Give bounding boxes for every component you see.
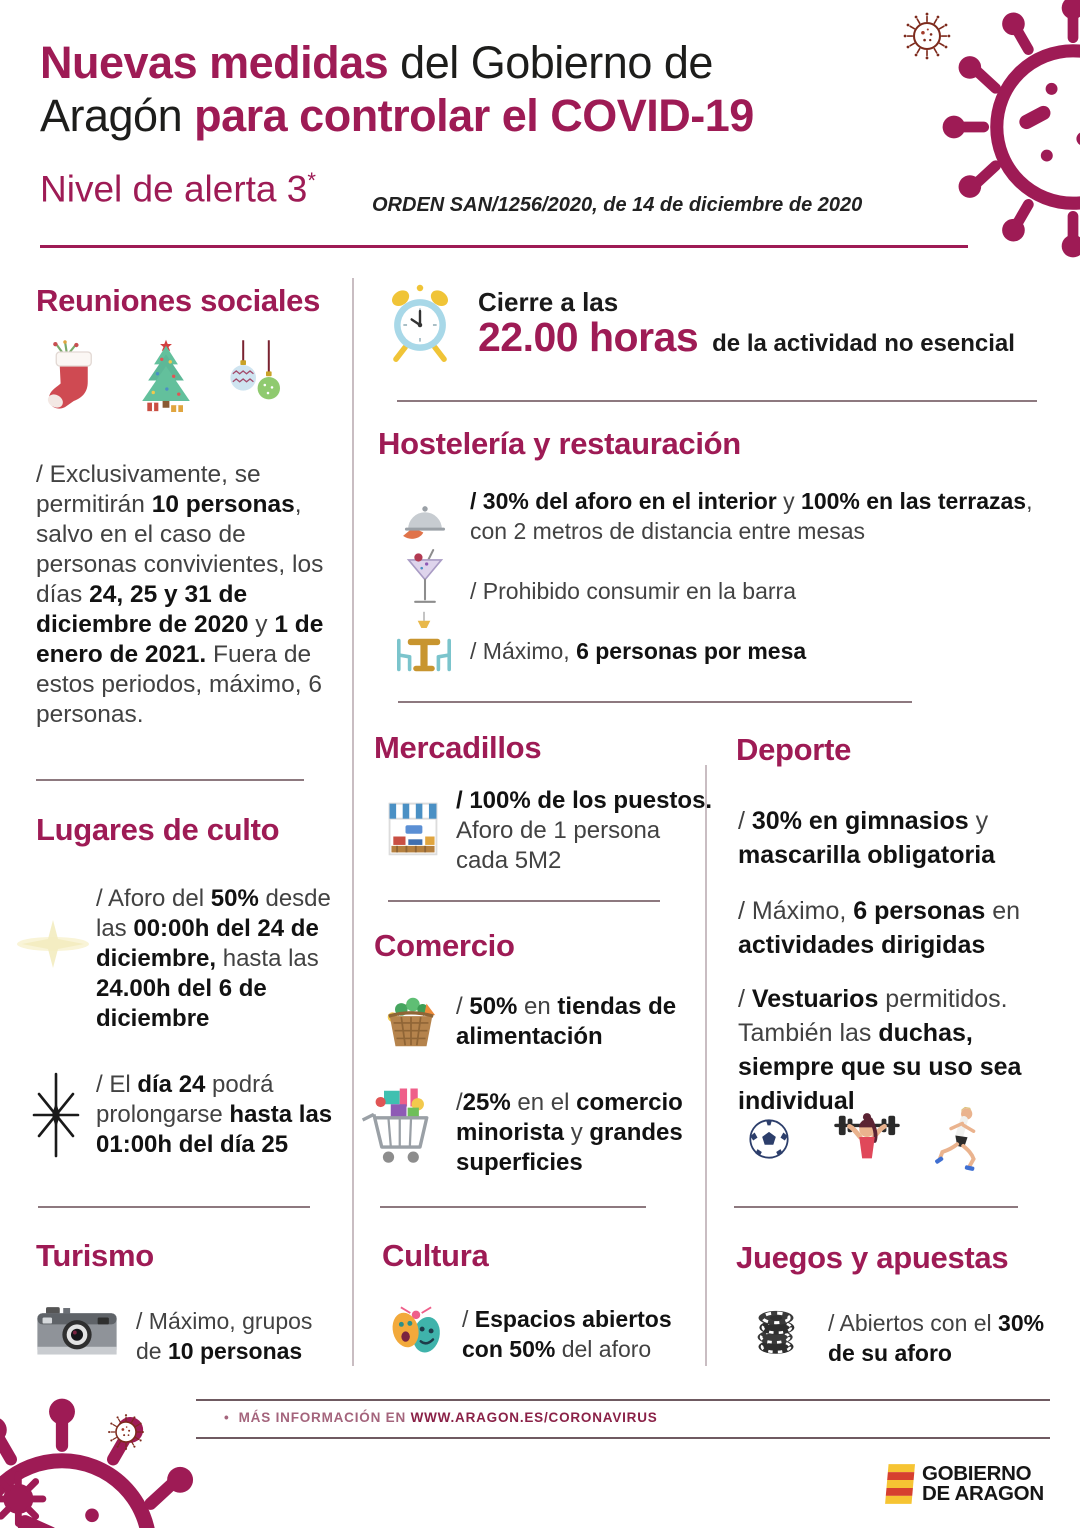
footer-info-url: WWW.ARAGON.ES/CORONAVIRUS — [410, 1410, 658, 1425]
hosteleria-item-3: / Máximo, 6 personas por mesa — [470, 638, 807, 664]
virus-large-icon — [942, 0, 1080, 258]
cloche-icon — [398, 490, 452, 548]
divider — [388, 900, 660, 902]
divider — [380, 1206, 646, 1208]
section-title-cultura: Cultura — [382, 1238, 489, 1273]
theater-masks-icon — [382, 1298, 450, 1362]
divider — [734, 1206, 1018, 1208]
cocktail-icon — [402, 546, 448, 610]
culto-item-1: / Aforo del 50% desde las 00:00h del 24 de diciembre, hasta las 24.00h del 6 de diciembre — [96, 885, 331, 1032]
gobierno-aragon-logo — [922, 1464, 1044, 1504]
title-rest-2: Aragón — [40, 90, 195, 141]
shopping-cart-icon — [356, 1084, 448, 1174]
mercadillos-item-1: / 100% de los puestos. Aforo de 1 persona cada 5M2 — [456, 787, 713, 874]
title-accent-1: Nuevas medidas — [40, 37, 389, 88]
section-title-deporte: Deporte — [736, 732, 852, 767]
juegos-item-1: / Abiertos con el 30% de su aforo — [828, 1310, 1045, 1366]
camera-icon — [32, 1302, 122, 1364]
closure-suffix: de la actividad no esencial — [712, 330, 1015, 357]
closure-time: 22.00 horas — [478, 314, 699, 360]
section-title-turismo: Turismo — [36, 1238, 154, 1273]
runner-icon — [932, 1104, 984, 1174]
section-title-comercio: Comercio — [374, 928, 515, 963]
column-separator-left — [352, 278, 354, 1366]
deporte-item-1: / 30% en gimnasios y mascarilla obligatoria — [738, 807, 996, 869]
alert-asterisk: * — [307, 168, 316, 193]
virus-small-icon — [901, 10, 953, 62]
section-title-reuniones: Reuniones sociales — [36, 283, 321, 318]
page-title — [40, 36, 880, 142]
reuniones-paragraph: / Exclusivamente, se permitirán 10 personas, salvo en el caso de personas convivientes, los días 24, 25 y 31 de diciembre de 2020 y 1 de enero de 2021. Fuera de estos periodos, máximo, 6 personas. — [36, 461, 324, 728]
footer-info — [224, 1410, 658, 1425]
aragon-flag-icon — [884, 1462, 918, 1506]
header-divider — [40, 245, 968, 248]
divider — [36, 779, 304, 781]
faint-star-icon — [14, 916, 92, 972]
soccer-ball-icon — [746, 1116, 792, 1162]
christmas-ornaments-icon — [224, 330, 288, 424]
comercio-item-2: /25% en el comercio minorista y grandes superficies — [456, 1089, 683, 1176]
section-title-culto: Lugares de culto — [36, 812, 280, 847]
hosteleria-item-1: / 30% del aforo en el interior y 100% en las terrazas, con 2 metros de distancia entre mesas — [470, 488, 1033, 544]
deporte-item-2: / Máximo, 6 personas en actividades dirigidas — [738, 897, 1021, 959]
footer-bullet: • — [224, 1410, 230, 1425]
alarm-clock-icon — [383, 281, 457, 369]
footer-info-prefix: MÁS INFORMACIÓN EN — [238, 1410, 411, 1425]
turismo-item-1: / Máximo, grupos de 10 personas — [136, 1308, 313, 1364]
virus-small-icon — [106, 1412, 146, 1452]
cultura-item-1: / Espacios abiertos con 50% del aforo — [462, 1306, 672, 1362]
comercio-item-1: / 50% en tiendas de alimentación — [456, 993, 677, 1050]
market-stall-icon — [383, 798, 443, 860]
divider — [38, 1206, 310, 1208]
closure-prefix: Cierre a las — [478, 287, 619, 317]
closure-line — [478, 314, 1015, 361]
title-accent-2: para controlar el COVID-19 — [194, 90, 754, 141]
alert-level: Nivel de alerta 3* — [40, 168, 316, 210]
logo-line-2: DE ARAGON — [922, 1482, 1044, 1505]
section-title-juegos: Juegos y apuestas — [736, 1240, 1009, 1275]
black-star-icon — [24, 1072, 88, 1158]
hosteleria-item-2: / Prohibido consumir en la barra — [470, 578, 796, 604]
table-chairs-icon — [388, 608, 460, 684]
deporte-item-3: / Vestuarios permitidos. También las duchas, siempre que su uso sea individual — [738, 985, 1022, 1115]
footer-divider-top — [196, 1399, 1050, 1401]
title-rest-1: del Gobierno de — [388, 37, 713, 88]
section-title-mercadillos: Mercadillos — [374, 730, 542, 765]
poker-chips-icon — [748, 1300, 804, 1362]
culto-item-2: / El día 24 podrá prolongarse hasta las 01:00h del día 25 — [96, 1071, 333, 1158]
christmas-stocking-icon — [44, 332, 100, 428]
food-basket-icon — [380, 990, 442, 1052]
weightlifter-icon — [828, 1106, 906, 1172]
logo-line-1: GOBIERNO — [922, 1462, 1032, 1485]
footer-divider-bottom — [196, 1437, 1050, 1439]
christmas-tree-icon — [132, 328, 200, 428]
section-title-hosteleria: Hostelería y restauración — [378, 426, 741, 461]
divider — [398, 701, 912, 703]
divider — [397, 400, 1037, 402]
order-reference: ORDEN SAN/1256/2020, de 14 de diciembre de 2020 — [372, 194, 863, 216]
